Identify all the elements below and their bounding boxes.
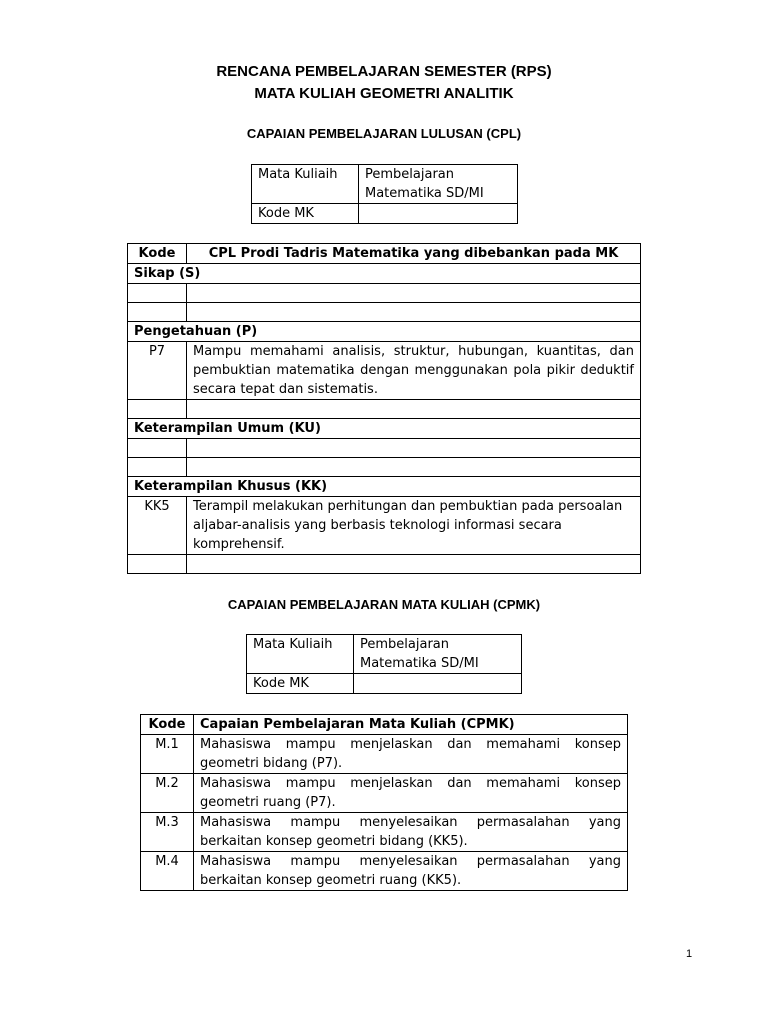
cpmk-code: M.2 <box>141 774 194 813</box>
table-row <box>141 735 628 774</box>
cpl-course-info-table <box>251 164 518 224</box>
cpmk-col-description: Capaian Pembelajaran Mata Kuliah (CPMK) <box>194 715 628 735</box>
cpl-heading: CAPAIAN PEMBELAJARAN LULUSAN (CPL) <box>246 126 522 141</box>
cpl-code-kk5: KK5 <box>128 497 187 555</box>
cpl-code-p7: P7 <box>128 342 187 400</box>
cpl-col-description: CPL Prodi Tadris Matematika yang dibebankan pada MK <box>187 244 641 264</box>
cpmk-table <box>140 714 628 891</box>
document-title-line1: RENCANA PEMBELAJARAN SEMESTER (RPS) <box>216 63 552 80</box>
cpmk-text: Mahasiswa mampu menyelesaikan permasalahan yang berkaitan konsep geometri ruang (KK5). <box>194 852 628 891</box>
table-row <box>128 439 641 458</box>
course-label: Mata Kuliaih <box>247 635 354 674</box>
course-code-value <box>359 204 518 224</box>
table-row <box>128 400 641 419</box>
course-code-label: Kode MK <box>252 204 359 224</box>
course-label: Mata Kuliaih <box>252 165 359 204</box>
page-number: 1 <box>686 948 693 960</box>
table-row <box>141 813 628 852</box>
cpmk-text: Mahasiswa mampu menyelesaikan permasalahan yang berkaitan konsep geometri bidang (KK5). <box>194 813 628 852</box>
course-code-label: Kode MK <box>247 674 354 694</box>
document-title-line2: MATA KULIAH GEOMETRI ANALITIK <box>254 85 514 102</box>
section-kk: Keterampilan Khusus (KK) <box>128 477 641 497</box>
table-row <box>128 303 641 322</box>
cpmk-course-info-table <box>246 634 522 694</box>
course-code-value <box>354 674 522 694</box>
cpmk-text: Mahasiswa mampu menjelaskan dan memahami konsep geometri bidang (P7). <box>194 735 628 774</box>
section-ku: Keterampilan Umum (KU) <box>128 419 641 439</box>
table-row <box>128 342 641 400</box>
table-row <box>128 497 641 555</box>
table-row <box>128 458 641 477</box>
cpl-text-p7: Mampu memahami analisis, struktur, hubungan, kuantitas, dan pembuktian matematika dengan menggunakan pola pikir deduktif secara tepat dan sistematis. <box>187 342 641 400</box>
cpmk-text: Mahasiswa mampu menjelaskan dan memahami konsep geometri ruang (P7). <box>194 774 628 813</box>
course-value: Pembelajaran Matematika SD/MI <box>359 165 518 204</box>
cpmk-code: M.3 <box>141 813 194 852</box>
cpmk-code: M.4 <box>141 852 194 891</box>
cpl-text-kk5: Terampil melakukan perhitungan dan pembuktian pada persoalan aljabar-analisis yang berbasis teknologi informasi secara komprehensif. <box>187 497 641 555</box>
cpmk-code: M.1 <box>141 735 194 774</box>
cpl-col-kode: Kode <box>128 244 187 264</box>
section-sikap: Sikap (S) <box>128 264 641 284</box>
course-value: Pembelajaran Matematika SD/MI <box>354 635 522 674</box>
table-row <box>128 284 641 303</box>
table-row <box>141 852 628 891</box>
section-pengetahuan: Pengetahuan (P) <box>128 322 641 342</box>
table-row <box>141 774 628 813</box>
table-row <box>128 555 641 574</box>
cpmk-heading: CAPAIAN PEMBELAJARAN MATA KULIAH (CPMK) <box>227 597 541 612</box>
cpl-table <box>127 243 641 574</box>
cpmk-col-kode: Kode <box>141 715 194 735</box>
